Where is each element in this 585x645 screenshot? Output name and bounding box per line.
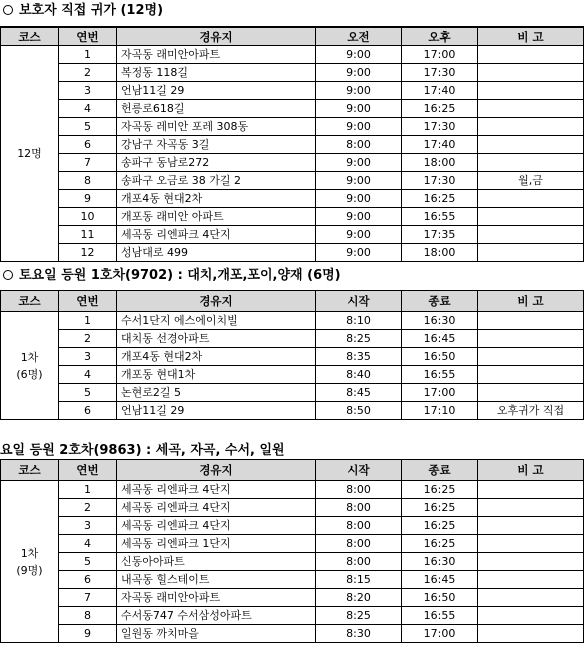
section3-header-cell: 비 고: [478, 460, 584, 481]
table-row: [1, 46, 584, 64]
row-pm-cell: 18:00: [402, 154, 478, 172]
row-stop-cell: 헌릉로618길: [117, 100, 316, 118]
section2-header-cell: 연번: [59, 291, 117, 312]
row-pm-cell: 17:35: [402, 226, 478, 244]
section1-header-cell: 비 고: [478, 27, 584, 46]
row-no-cell: 5: [59, 384, 117, 402]
section1-body: [1, 46, 584, 262]
row-pm-cell: 16:25: [402, 499, 478, 517]
row-stop-cell: 성남대로 499: [117, 244, 316, 262]
row-no-cell: 1: [59, 481, 117, 499]
row-stop-cell: 강남구 자곡동 3길: [117, 136, 316, 154]
section2-body: [1, 312, 584, 420]
row-no-cell: 11: [59, 226, 117, 244]
row-note-cell: [478, 82, 584, 100]
row-no-cell: 4: [59, 535, 117, 553]
row-pm-cell: 16:25: [402, 517, 478, 535]
row-stop-cell: 세곡동 리엔파크 4단지: [117, 226, 316, 244]
row-am-cell: 8:00: [316, 535, 402, 553]
row-am-cell: 9:00: [316, 100, 402, 118]
section3-header-cell: 연번: [59, 460, 117, 481]
row-am-cell: 9:00: [316, 154, 402, 172]
row-no-cell: 2: [59, 330, 117, 348]
row-am-cell: 8:50: [316, 402, 402, 420]
row-stop-cell: 신동아아파트: [117, 553, 316, 571]
row-stop-cell: 개포동 래미안 아파트: [117, 208, 316, 226]
row-am-cell: 8:00: [316, 517, 402, 535]
row-stop-cell: 수서1단지 에스에이치빌: [117, 312, 316, 330]
section3-header-row: [1, 460, 584, 481]
row-no-cell: 5: [59, 118, 117, 136]
row-am-cell: 8:25: [316, 330, 402, 348]
table-row: [1, 244, 584, 262]
table-row: [1, 384, 584, 402]
row-am-cell: 9:00: [316, 226, 402, 244]
row-no-cell: 7: [59, 154, 117, 172]
row-no-cell: 3: [59, 517, 117, 535]
row-pm-cell: 17:30: [402, 64, 478, 82]
row-no-cell: 4: [59, 100, 117, 118]
row-am-cell: 9:00: [316, 64, 402, 82]
section3-header-cell: 종료: [402, 460, 478, 481]
section3-header-cell: 경유지: [117, 460, 316, 481]
row-pm-cell: 17:10: [402, 402, 478, 420]
row-am-cell: 8:25: [316, 607, 402, 625]
section2-header-cell: 시작: [316, 291, 402, 312]
row-stop-cell: 세곡동 리엔파크 4단지: [117, 481, 316, 499]
row-note-cell: [478, 46, 584, 64]
row-note-cell: [478, 517, 584, 535]
row-am-cell: 9:00: [316, 208, 402, 226]
row-pm-cell: 18:00: [402, 244, 478, 262]
row-pm-cell: 16:45: [402, 330, 478, 348]
row-stop-cell: 자곡동 레미안 포레 308동: [117, 118, 316, 136]
row-am-cell: 8:30: [316, 625, 402, 643]
row-pm-cell: 16:50: [402, 348, 478, 366]
row-pm-cell: 17:30: [402, 118, 478, 136]
row-note-cell: [478, 499, 584, 517]
table-row: [1, 64, 584, 82]
row-note-cell: 월,금: [478, 172, 584, 190]
row-note-cell: [478, 244, 584, 262]
table-row: [1, 571, 584, 589]
row-no-cell: 8: [59, 607, 117, 625]
row-stop-cell: 복정동 118길: [117, 64, 316, 82]
row-stop-cell: 논현로2길 5: [117, 384, 316, 402]
section2-table: [0, 290, 584, 420]
table-row: [1, 100, 584, 118]
row-stop-cell: 대치동 선경아파트: [117, 330, 316, 348]
row-am-cell: 9:00: [316, 46, 402, 64]
section3-header-cell: 시작: [316, 460, 402, 481]
row-stop-cell: 세곡동 리엔파크 4단지: [117, 517, 316, 535]
row-no-cell: 1: [59, 46, 117, 64]
row-note-cell: [478, 136, 584, 154]
section3-title: 요일 등원 2호차(9863) : 세곡, 자곡, 수서, 일원: [0, 443, 285, 458]
table-row: [1, 172, 584, 190]
row-note-cell: [478, 118, 584, 136]
row-note-cell: [478, 154, 584, 172]
row-stop-cell: 송파구 오금로 38 가길 2: [117, 172, 316, 190]
row-stop-cell: 세곡동 리엔파크 4단지: [117, 499, 316, 517]
section2-header-cell: 경유지: [117, 291, 316, 312]
section2-course-cell: 1차 (6명): [1, 312, 59, 420]
row-stop-cell: 일원동 까치마을: [117, 625, 316, 643]
table-row: [1, 118, 584, 136]
row-no-cell: 6: [59, 402, 117, 420]
section1-header-cell: 코스: [1, 27, 59, 46]
row-pm-cell: 16:30: [402, 553, 478, 571]
circle-bullet-icon: [3, 270, 13, 280]
table-row: [1, 402, 584, 420]
row-stop-cell: 세곡동 리엔파크 1단지: [117, 535, 316, 553]
section1-title: 보호자 직접 귀가 (12명): [19, 3, 164, 18]
row-am-cell: 8:45: [316, 384, 402, 402]
row-no-cell: 8: [59, 172, 117, 190]
row-no-cell: 7: [59, 589, 117, 607]
table-row: [1, 348, 584, 366]
row-stop-cell: 자곡동 래미안아파트: [117, 589, 316, 607]
row-am-cell: 9:00: [316, 190, 402, 208]
row-no-cell: 1: [59, 312, 117, 330]
row-stop-cell: 개포동 현대1차: [117, 366, 316, 384]
row-note-cell: [478, 553, 584, 571]
section2-header-cell: 비 고: [478, 291, 584, 312]
row-stop-cell: 언남11길 29: [117, 402, 316, 420]
table-row: [1, 190, 584, 208]
section3-body: [1, 481, 584, 643]
row-note-cell: [478, 571, 584, 589]
section1-header-cell: 오후: [402, 27, 478, 46]
row-pm-cell: 17:30: [402, 172, 478, 190]
row-note-cell: [478, 625, 584, 643]
row-no-cell: 9: [59, 625, 117, 643]
section1-header-row: [1, 27, 584, 46]
row-note-cell: [478, 226, 584, 244]
table-row: [1, 535, 584, 553]
row-stop-cell: 언남11길 29: [117, 82, 316, 100]
table-row: [1, 499, 584, 517]
section1-heading: [0, 0, 163, 22]
section2-header-row: [1, 291, 584, 312]
section3-table: [0, 459, 584, 643]
row-pm-cell: 16:25: [402, 535, 478, 553]
section1-course-cell: 12명: [1, 46, 59, 262]
row-note-cell: [478, 535, 584, 553]
table-row: [1, 226, 584, 244]
row-stop-cell: 내곡동 힐스테이트: [117, 571, 316, 589]
section3-course-cell: 1차 (9명): [1, 481, 59, 643]
row-am-cell: 9:00: [316, 172, 402, 190]
row-no-cell: 12: [59, 244, 117, 262]
section2-header-cell: 종료: [402, 291, 478, 312]
section2-title: 토요일 등원 1호차(9702) : 대치,개포,포이,양재 (6명): [19, 268, 341, 283]
row-pm-cell: 16:25: [402, 481, 478, 499]
section3-header-cell: 코스: [1, 460, 59, 481]
table-row: [1, 330, 584, 348]
table-row: [1, 607, 584, 625]
table-row: [1, 154, 584, 172]
table-row: [1, 136, 584, 154]
row-no-cell: 9: [59, 190, 117, 208]
row-no-cell: 5: [59, 553, 117, 571]
row-pm-cell: 17:00: [402, 384, 478, 402]
row-no-cell: 3: [59, 348, 117, 366]
table-row: [1, 312, 584, 330]
row-note-cell: [478, 64, 584, 82]
row-am-cell: 8:35: [316, 348, 402, 366]
row-am-cell: 8:10: [316, 312, 402, 330]
row-am-cell: 8:15: [316, 571, 402, 589]
row-am-cell: 8:20: [316, 589, 402, 607]
row-stop-cell: 개포4동 현대2차: [117, 348, 316, 366]
row-pm-cell: 16:30: [402, 312, 478, 330]
row-note-cell: [478, 190, 584, 208]
table-row: [1, 366, 584, 384]
row-no-cell: 6: [59, 136, 117, 154]
row-note-cell: [478, 607, 584, 625]
row-pm-cell: 16:55: [402, 208, 478, 226]
row-am-cell: 8:00: [316, 499, 402, 517]
row-note-cell: [478, 366, 584, 384]
table-row: [1, 589, 584, 607]
row-note-cell: [478, 312, 584, 330]
row-no-cell: 6: [59, 571, 117, 589]
row-stop-cell: 자곡동 래미안아파트: [117, 46, 316, 64]
row-note-cell: [478, 100, 584, 118]
table-row: [1, 625, 584, 643]
row-pm-cell: 16:45: [402, 571, 478, 589]
row-stop-cell: 개포4동 현대2차: [117, 190, 316, 208]
row-no-cell: 3: [59, 82, 117, 100]
row-pm-cell: 16:25: [402, 190, 478, 208]
row-note-cell: [478, 348, 584, 366]
table-row: [1, 517, 584, 535]
circle-bullet-icon: [3, 5, 13, 15]
row-pm-cell: 17:00: [402, 625, 478, 643]
row-am-cell: 8:00: [316, 481, 402, 499]
section1-header-cell: 오전: [316, 27, 402, 46]
row-pm-cell: 16:25: [402, 100, 478, 118]
table-row: [1, 553, 584, 571]
row-stop-cell: 송파구 동남로272: [117, 154, 316, 172]
row-note-cell: 오후귀가 직접: [478, 402, 584, 420]
section2-header-cell: 코스: [1, 291, 59, 312]
row-am-cell: 9:00: [316, 118, 402, 136]
row-note-cell: [478, 384, 584, 402]
row-note-cell: [478, 330, 584, 348]
row-no-cell: 2: [59, 499, 117, 517]
row-pm-cell: 16:55: [402, 607, 478, 625]
table-row: [1, 208, 584, 226]
row-note-cell: [478, 208, 584, 226]
section1-table: [0, 26, 584, 262]
row-stop-cell: 수서동747 수서삼성아파트: [117, 607, 316, 625]
table-row: [1, 82, 584, 100]
section1-header-cell: 연번: [59, 27, 117, 46]
row-no-cell: 10: [59, 208, 117, 226]
row-am-cell: 8:40: [316, 366, 402, 384]
row-no-cell: 2: [59, 64, 117, 82]
row-pm-cell: 17:40: [402, 136, 478, 154]
table-row: [1, 481, 584, 499]
row-note-cell: [478, 589, 584, 607]
row-no-cell: 4: [59, 366, 117, 384]
row-am-cell: 8:00: [316, 136, 402, 154]
row-pm-cell: 16:50: [402, 589, 478, 607]
row-pm-cell: 17:00: [402, 46, 478, 64]
row-pm-cell: 17:40: [402, 82, 478, 100]
row-am-cell: 9:00: [316, 82, 402, 100]
row-am-cell: 9:00: [316, 244, 402, 262]
row-am-cell: 8:00: [316, 553, 402, 571]
section2-heading: [0, 265, 341, 287]
row-note-cell: [478, 481, 584, 499]
row-pm-cell: 16:55: [402, 366, 478, 384]
section1-header-cell: 경유지: [117, 27, 316, 46]
